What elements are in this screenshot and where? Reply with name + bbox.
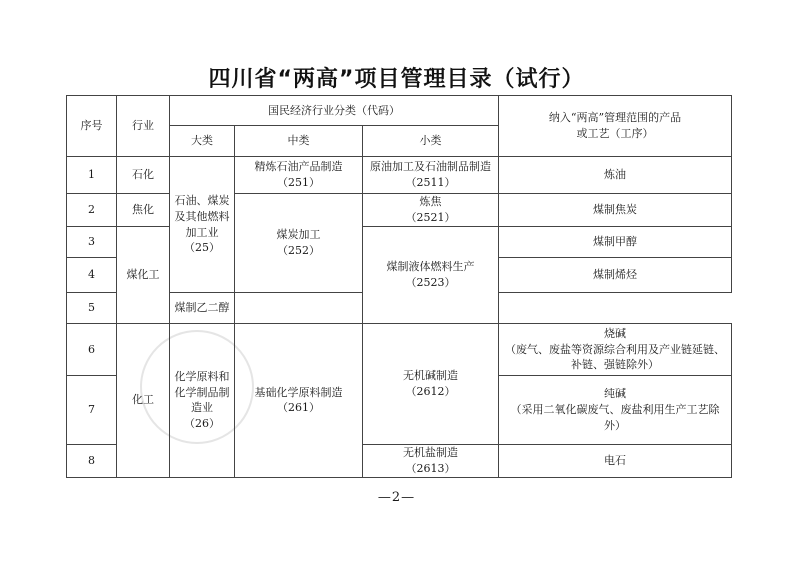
row-seq: 2 xyxy=(67,194,117,227)
table-row xyxy=(67,227,732,258)
minor-2511-code: （2511） xyxy=(405,176,456,189)
header-medium: 中类 xyxy=(235,126,363,157)
minor-2612-name: 无机碱制造 xyxy=(403,369,458,383)
major-26-code: （26） xyxy=(184,417,220,431)
medium-261-name: 基础化学原料制造 xyxy=(254,385,343,399)
minor-2521-code: （2521） xyxy=(405,211,456,224)
minor-2521-name: 炼焦 xyxy=(419,195,442,209)
medium-251-name: 精炼石油产品制造 xyxy=(254,160,343,174)
minor-2523-name: 煤制液体燃料生产 xyxy=(386,260,475,274)
header-seq: 序号 xyxy=(67,96,117,157)
product-cell xyxy=(499,324,732,376)
major-25-line3: 加工业 xyxy=(185,225,219,239)
medium-251-code: （251） xyxy=(277,176,320,189)
industry-chemical: 化工 xyxy=(117,324,170,478)
major-25 xyxy=(170,157,235,293)
page-number xyxy=(0,490,793,505)
major-26 xyxy=(170,324,235,478)
table-row xyxy=(67,324,732,376)
minor-2612-code: （2612） xyxy=(405,385,456,398)
minor-2523 xyxy=(363,227,499,324)
minor-2511 xyxy=(363,157,499,194)
medium-252-name: 煤炭加工 xyxy=(276,228,321,242)
product-cell: 煤制乙二醇 xyxy=(170,293,235,324)
product-cell xyxy=(499,376,732,445)
header-scope-line1: 纳入“两高”管理范围的产品 xyxy=(548,111,682,125)
product-note-line2: 补链、强链除外） xyxy=(571,358,660,372)
product-note-line1: （废气、废盐等资源综合利用及产业链延链、 xyxy=(505,342,726,356)
product-cell: 煤制甲醇 xyxy=(499,227,732,258)
major-26-line2: 化学制品制 xyxy=(174,385,230,399)
minor-2612 xyxy=(363,324,499,445)
industry-petrochem: 石化 xyxy=(117,157,170,194)
industry-coal-chem: 煤化工 xyxy=(117,227,170,324)
product-cell: 炼油 xyxy=(499,157,732,194)
row-seq: 1 xyxy=(67,157,117,194)
catalog-table xyxy=(66,95,732,478)
product-cell: 煤制烯烃 xyxy=(499,258,732,293)
product-note-line2: 外） xyxy=(604,418,627,432)
row-seq: 7 xyxy=(67,376,117,445)
medium-251 xyxy=(235,157,363,194)
medium-261-code: （261） xyxy=(277,401,320,415)
major-25-line2: 及其他燃料 xyxy=(174,209,230,223)
header-major: 大类 xyxy=(170,126,235,157)
minor-2613-name: 无机盐制造 xyxy=(403,446,458,459)
header-classification: 国民经济行业分类（代码） xyxy=(170,96,499,126)
major-26-line1: 化学原料和 xyxy=(174,369,230,383)
row-seq: 5 xyxy=(67,293,117,324)
header-scope xyxy=(499,96,732,157)
row-seq: 6 xyxy=(67,324,117,376)
product-name: 纯碱 xyxy=(604,387,627,401)
product-note-line1: （采用二氧化碳废气、废盐利用生产工艺除 xyxy=(510,403,720,417)
minor-2613-code: （2613） xyxy=(405,461,456,475)
minor-2523-code: （2523） xyxy=(405,276,456,289)
header-scope-line2: 或工艺（工序） xyxy=(576,127,654,140)
minor-2613 xyxy=(363,445,499,478)
table-row xyxy=(67,157,732,194)
page-number-text: —2— xyxy=(377,490,416,505)
header-row xyxy=(67,96,732,126)
industry-coking: 焦化 xyxy=(117,194,170,227)
major-25-code: （25） xyxy=(184,241,220,255)
major-25-line1: 石油、煤炭 xyxy=(174,193,230,207)
minor-2511-name: 原油加工及石油制品制造 xyxy=(370,160,491,174)
product-name: 烧碱 xyxy=(604,326,627,340)
minor-2521 xyxy=(363,194,499,227)
major-26-line3: 造业 xyxy=(191,401,213,415)
medium-252-code: （252） xyxy=(277,244,320,257)
row-seq: 3 xyxy=(67,227,117,258)
product-cell: 煤制焦炭 xyxy=(499,194,732,227)
header-industry: 行业 xyxy=(117,96,170,157)
table-row xyxy=(67,194,732,227)
page-title: 四川省“两高”项目管理目录（试行） xyxy=(208,67,585,92)
medium-261 xyxy=(235,324,363,478)
header-minor: 小类 xyxy=(363,126,499,157)
product-cell: 电石 xyxy=(499,445,732,478)
row-seq: 4 xyxy=(67,258,117,293)
row-seq: 8 xyxy=(67,445,117,478)
medium-252 xyxy=(235,194,363,293)
